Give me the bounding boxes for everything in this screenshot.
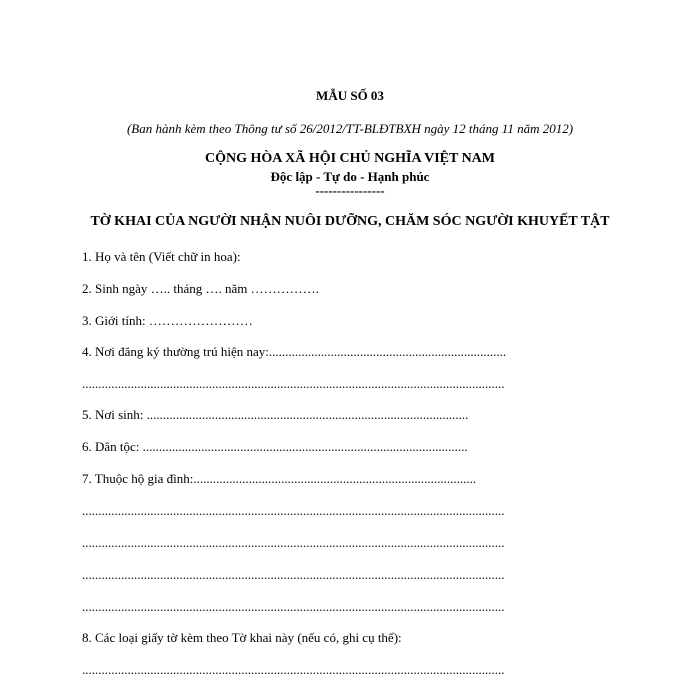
field-place-of-birth: 5. Nơi sinh: ...................................................................................................: [82, 407, 469, 422]
issued-by-note: (Ban hành kèm theo Thông tư số 26/2012/TT-BLĐTBXH ngày 12 tháng 11 năm 2012): [126, 121, 574, 136]
form-code: MẪU SỐ 03: [316, 88, 384, 103]
field-household-continued-1: ..................................................................................................................................: [82, 503, 505, 518]
field-gender: 3. Giới tính: ……………………: [82, 313, 253, 328]
field-date-of-birth: 2. Sinh ngày ….. tháng …. năm …………….: [82, 281, 319, 296]
field-household-continued-4: ..................................................................................................................................: [82, 599, 505, 614]
field-full-name: 1. Họ và tên (Viết chữ in hoa):: [82, 249, 241, 264]
field-household-continued-3: ..................................................................................................................................: [82, 567, 505, 582]
field-household: 7. Thuộc hộ gia đình:.......................................................................................: [82, 471, 477, 486]
field-attached-documents: 8. Các loại giấy tờ kèm theo Tờ khai này (nếu có, ghi cụ thể):: [82, 630, 402, 645]
field-ethnicity: 6. Dân tộc: ....................................................................................................: [82, 439, 468, 454]
field-attached-documents-continued-1: ..................................................................................................................................: [82, 662, 505, 677]
field-permanent-residence: 4. Nơi đăng ký thường trú hiện nay:.........................................................................: [82, 344, 507, 359]
national-motto: Độc lập - Tự do - Hạnh phúc: [270, 169, 430, 184]
form-title: TỜ KHAI CỦA NGƯỜI NHẬN NUÔI DƯỠNG, CHĂM SÓC NGƯỜI KHUYẾT TẬT: [90, 214, 610, 229]
republic-heading: CỘNG HÒA XÃ HỘI CHỦ NGHĨA VIỆT NAM: [204, 151, 495, 166]
field-permanent-residence-continued: ..................................................................................................................................: [82, 376, 505, 391]
field-household-continued-2: ..................................................................................................................................: [82, 535, 505, 550]
header-separator: ----------------: [315, 183, 385, 198]
